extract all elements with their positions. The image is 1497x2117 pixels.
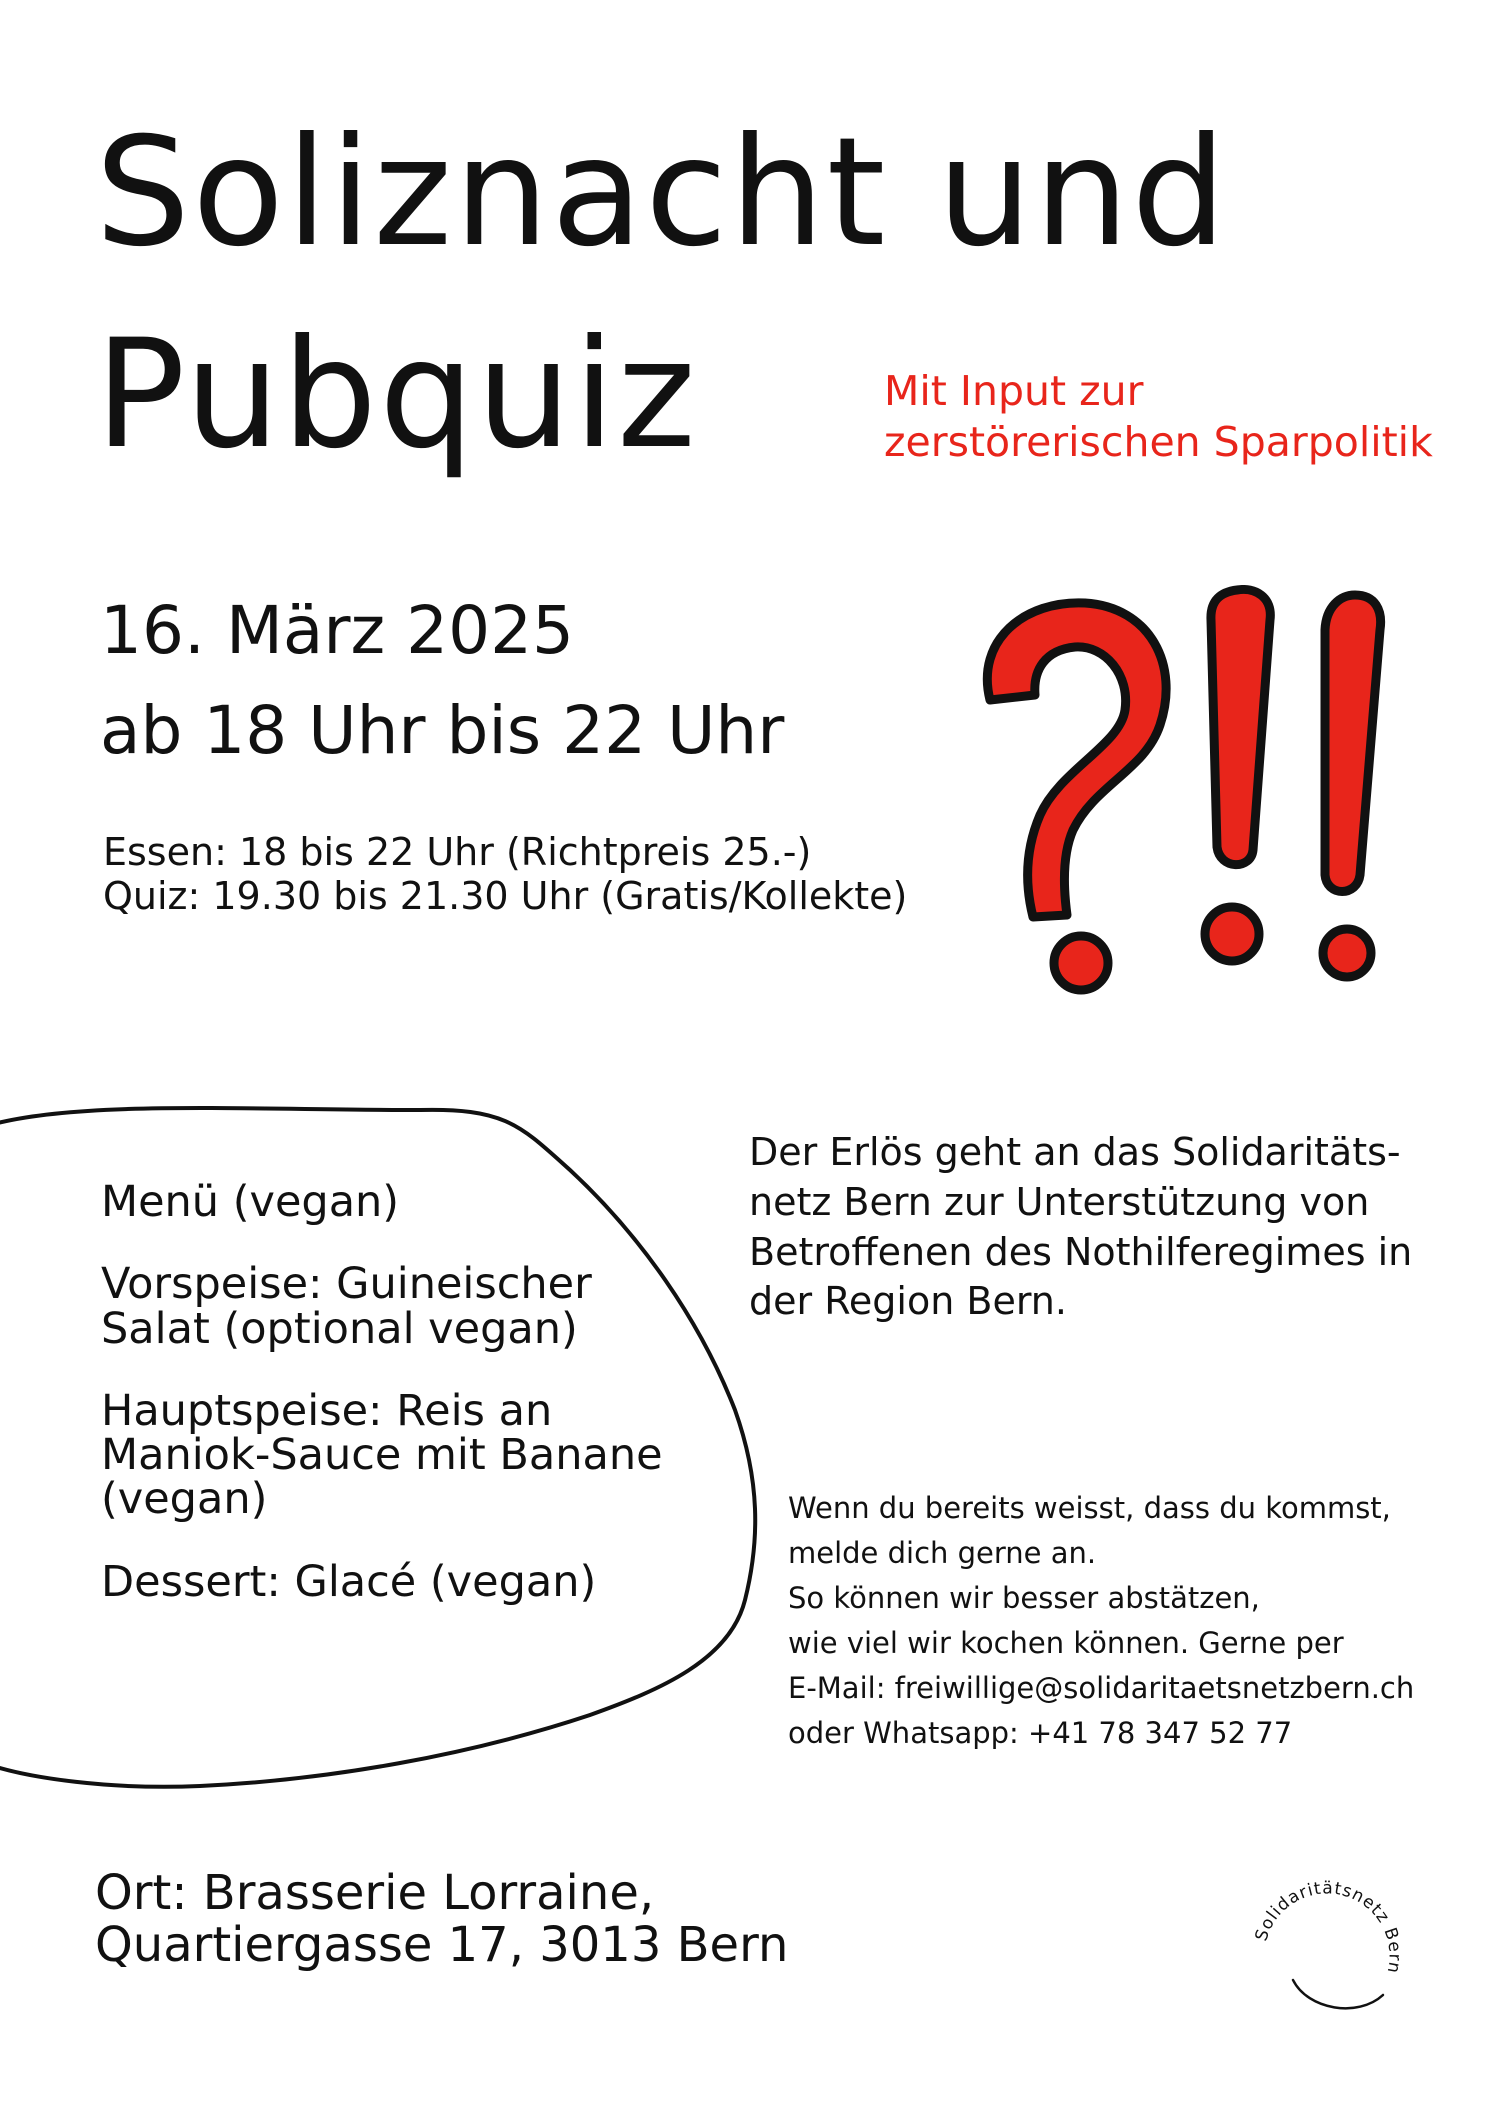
logo-text: Solidaritätsnetz Bern [1251,1878,1405,1976]
proceeds-line-2: netz Bern zur Unterstützung von [749,1179,1370,1224]
subtitle [884,366,1433,469]
proceeds-line-1: Der Erlös geht an das Solidaritäts- [749,1130,1401,1174]
hauptspeise-line-2: Maniok-Sauce mit Banane [101,1430,663,1481]
proceeds-line-3: Betroffenen des Nothilferegimes in [749,1229,1413,1274]
subtitle-line-1: Mit Input zur [884,367,1144,415]
event-date: 16. März 2025 [100,592,575,669]
title-line-2: Pubquiz [95,308,698,482]
registration-line-3: So können wir besser abstätzen, [788,1580,1260,1615]
menu-section [101,1177,721,1642]
proceeds-info [749,1128,1412,1327]
hauptspeise-line-3: (vegan) [101,1474,268,1525]
svg-text:Solidaritätsnetz Bern [1251,1878,1404,1975]
location [95,1865,789,1973]
vorspeise-line-1: Vorspeise: Guineischer [101,1259,592,1310]
vorspeise-line-2: Salat (optional vegan) [101,1303,578,1354]
question-exclamation-marks-icon [955,585,1395,1005]
menu-dessert: Dessert: Glacé (vegan) [101,1556,597,1607]
subtitle-line-2: zerstörerischen Sparpolitik [884,418,1433,467]
registration-line-4: wie viel wir kochen können. Gerne per [788,1625,1344,1660]
title-line-1: Soliznacht und [95,106,1229,280]
location-line-2: Quartiergasse 17, 3013 Bern [95,1916,789,1973]
solidaritaetsnetz-logo [1248,1860,1428,2020]
exclamation-bar-2 [1325,595,1381,892]
exclamation-dot-1 [1205,907,1259,961]
registration-email: E-Mail: freiwillige@solidaritaetsnetzbern.ch [788,1670,1415,1705]
proceeds-line-4: der Region Bern. [749,1279,1067,1324]
exclamation-bar-1 [1211,589,1270,864]
question-mark-dot [1054,936,1108,990]
registration-line-1: Wenn du bereits weisst, dass du kommst, [788,1491,1391,1525]
hauptspeise-line-1: Hauptspeise: Reis an [101,1385,553,1436]
schedule-quiz: Quiz: 19.30 bis 21.30 Uhr (Gratis/Kollekte) [103,874,908,919]
menu-vorspeise [101,1259,721,1354]
location-line-1: Ort: Brasserie Lorraine, [95,1865,655,1921]
menu-heading: Menü (vegan) [101,1177,400,1227]
schedule-essen: Essen: 18 bis 22 Uhr (Richtpreis 25.-) [103,830,812,874]
question-mark-hook [987,603,1166,917]
registration-line-2: melde dich gerne an. [788,1535,1097,1570]
exclamation-dot-2 [1323,929,1371,977]
event-time: ab 18 Uhr bis 22 Uhr [100,692,785,769]
event-schedule [103,830,907,918]
menu-hauptspeise [101,1385,721,1525]
registration-whatsapp: oder Whatsapp: +41 78 347 52 77 [788,1715,1293,1750]
registration-info [788,1486,1414,1756]
